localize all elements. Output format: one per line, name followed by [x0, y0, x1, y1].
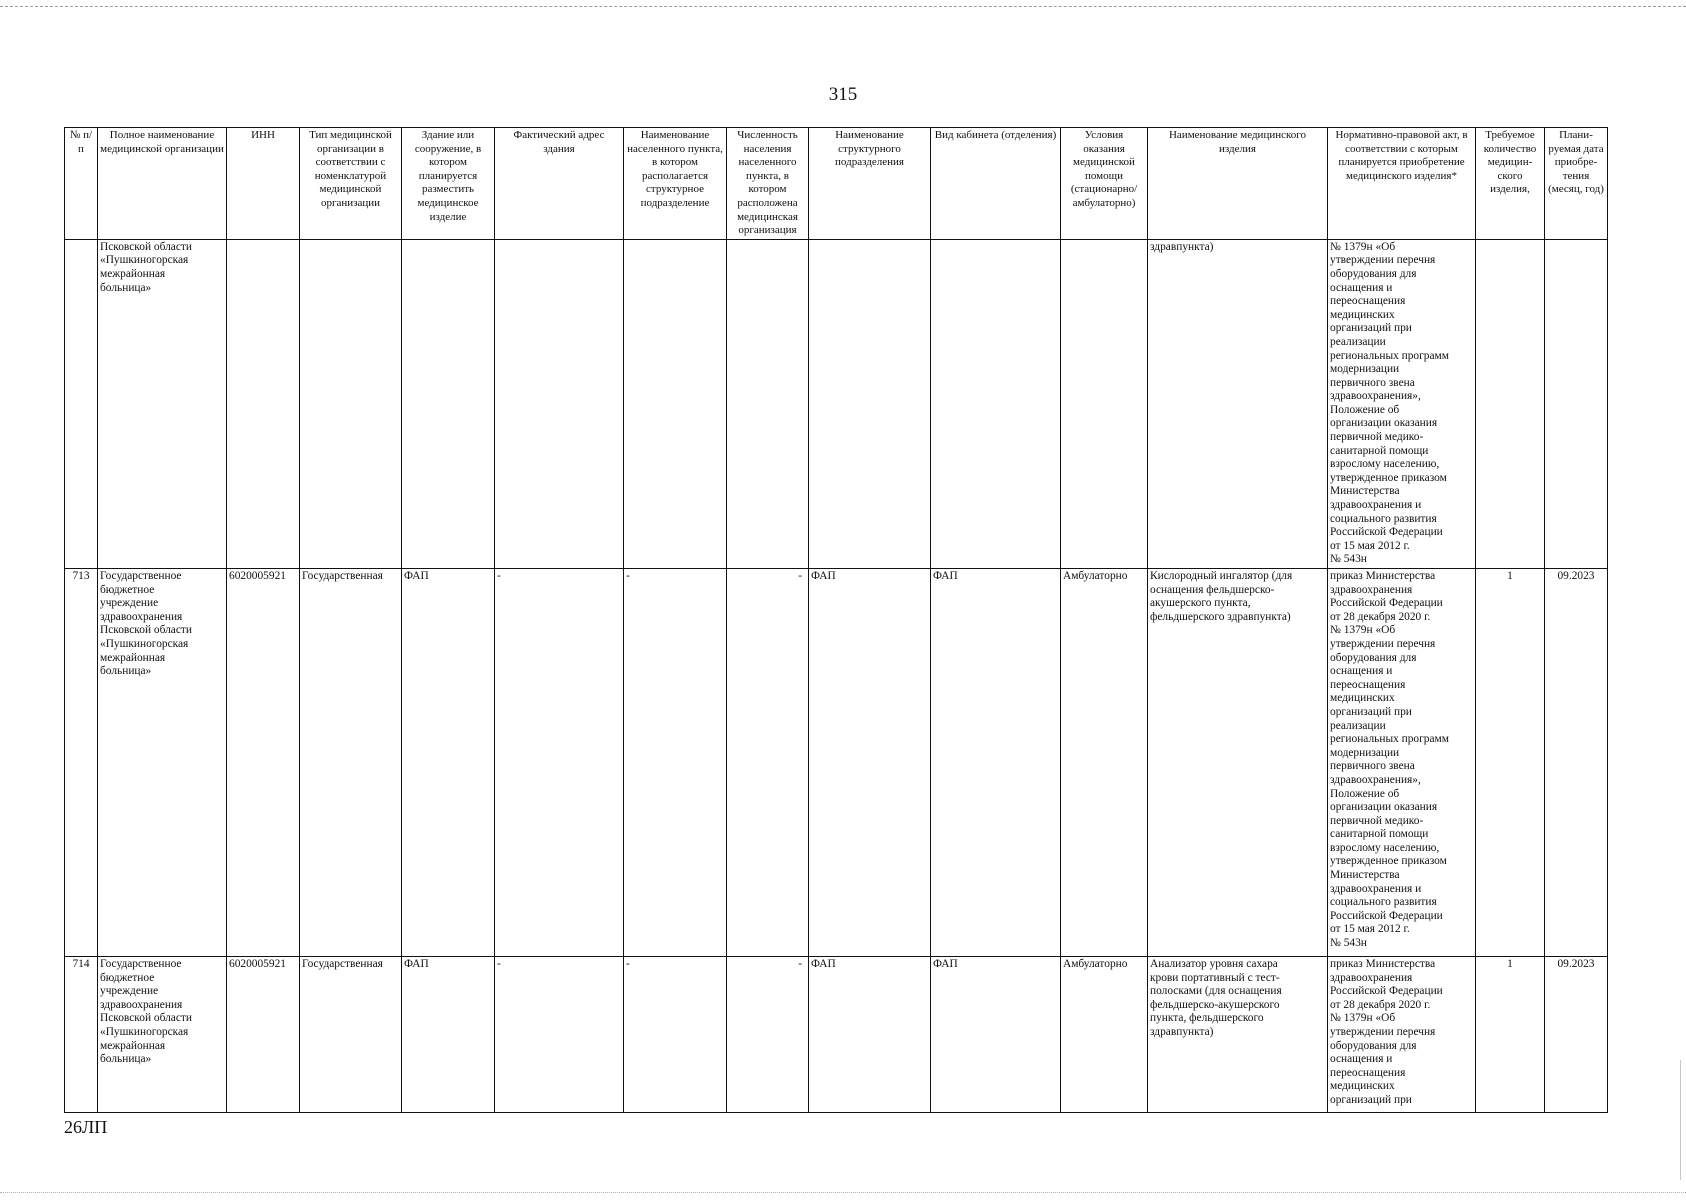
cell-address: -: [495, 569, 624, 957]
cell-unit: ФАП: [809, 957, 931, 1113]
cell-quantity: 1: [1476, 957, 1545, 1113]
cell-conditions: Амбулаторно: [1061, 957, 1148, 1113]
cell-cabinet: ФАП: [931, 957, 1061, 1113]
column-header-cabinet: Вид кабинета (отделения): [931, 128, 1061, 240]
column-header-organization: Полное наименование медицинской организации: [98, 128, 227, 240]
cell-unit: ФАП: [809, 569, 931, 957]
column-header-purchase-date: Плани-руемая дата приобре-тения (месяц, год): [1545, 128, 1608, 240]
table-header-row: [65, 128, 1608, 240]
cell-purchase-date: 09.2023: [1545, 957, 1608, 1113]
column-header-org-type: Тип медицинской организации в соответствии с номенклатурой медицинской организации: [300, 128, 402, 240]
column-header-conditions: Условия оказания медицинской помощи (стационарно/ амбулаторно): [1061, 128, 1148, 240]
table-row: [65, 957, 1608, 1113]
column-header-population: Численность населения населенного пункта, в котором расположена медицинская организация: [727, 128, 809, 240]
table-row: [65, 569, 1608, 957]
cell-address: -: [495, 957, 624, 1113]
column-header-building: Здание или сооружение, в котором планируется разместить медицинское изделие: [402, 128, 495, 240]
cell-locality: -: [624, 569, 727, 957]
column-header-inn: ИНН: [227, 128, 300, 240]
cell-conditions: [1061, 239, 1148, 568]
cell-cabinet: ФАП: [931, 569, 1061, 957]
cell-device: Анализатор уровня сахара крови портативный с тест- полосками (для оснащения фельдшерско-акушерского пункта, фельдшерского здравпункта): [1148, 957, 1328, 1113]
cell-device: Кислородный ингалятор (для оснащения фельдшерско- акушерского пункта, фельдшерского здравпункта): [1148, 569, 1328, 957]
cell-inn: [227, 239, 300, 568]
cell-address: [495, 239, 624, 568]
column-header-device: Наименование медицинского изделия: [1148, 128, 1328, 240]
cell-unit: [809, 239, 931, 568]
cell-number: 714: [65, 957, 98, 1113]
cell-purchase-date: 09.2023: [1545, 569, 1608, 957]
cell-legal-act: приказ Министерства здравоохранения Российской Федерации от 28 декабря 2020 г. № 1379н «Об утверждении перечня оборудования для оснащения и переоснащения медицинских организаций при: [1328, 957, 1476, 1113]
column-header-address: Фактический адрес здания: [495, 128, 624, 240]
scan-edge-bottom: [0, 1192, 1686, 1193]
cell-legal-act: приказ Министерства здравоохранения Российской Федерации от 28 декабря 2020 г. № 1379н «Об утверждении перечня оборудования для оснащения и переоснащения медицинских организаций при реализации региональных программ модернизации первичного звена здравоохранения», Положение об организации оказания первичной медико- санитарной помощи взрослому населению, утвержденное приказом Министерства здравоохранения и социального развития Российской Федерации от 15 мая 2012 г. № 543н: [1328, 569, 1476, 957]
cell-building: [402, 239, 495, 568]
cell-building: ФАП: [402, 569, 495, 957]
cell-org-type: Государственная: [300, 569, 402, 957]
document-code: 26ЛП: [64, 1117, 108, 1137]
cell-purchase-date: [1545, 239, 1608, 568]
cell-locality: -: [624, 957, 727, 1113]
cell-legal-act: № 1379н «Об утверждении перечня оборудования для оснащения и переоснащения медицинских организаций при реализации региональных программ модернизации первичного звена здравоохранения», Положение об организации оказания первичной медико- санитарной помощи взрослому населению, утвержденное приказом Министерства здравоохранения и социального развития Российской Федерации от 15 мая 2012 г. № 543н: [1328, 239, 1476, 568]
column-header-locality: Наименование населенного пункта, в котором располагается структурное подразделение: [624, 128, 727, 240]
cell-population: [727, 239, 809, 568]
scan-edge-top: [0, 6, 1686, 7]
cell-number: 713: [65, 569, 98, 957]
cell-conditions: Амбулаторно: [1061, 569, 1148, 957]
cell-org-type: [300, 239, 402, 568]
cell-device: здравпункта): [1148, 239, 1328, 568]
cell-inn: 6020005921: [227, 569, 300, 957]
cell-quantity: 1: [1476, 569, 1545, 957]
equipment-table: [64, 127, 1608, 1113]
cell-quantity: [1476, 239, 1545, 568]
column-header-legal-act: Нормативно-правовой акт, в соответствии с которым планируется приобретение медицинского изделия*: [1328, 128, 1476, 240]
cell-organization: Псковской области «Пушкиногорская межрайонная больница»: [98, 239, 227, 568]
cell-inn: 6020005921: [227, 957, 300, 1113]
table-row: [65, 239, 1608, 568]
cell-population: -: [727, 957, 809, 1113]
column-header-quantity: Требуемое количество медицин-ского изделия,: [1476, 128, 1545, 240]
cell-cabinet: [931, 239, 1061, 568]
cell-org-type: Государственная: [300, 957, 402, 1113]
cell-organization: Государственное бюджетное учреждение здравоохранения Псковской области «Пушкиногорская межрайонная больница»: [98, 569, 227, 957]
column-header-number: № п/п: [65, 128, 98, 240]
cell-number: [65, 239, 98, 568]
cell-population: -: [727, 569, 809, 957]
cell-locality: [624, 239, 727, 568]
cell-building: ФАП: [402, 957, 495, 1113]
cell-organization: Государственное бюджетное учреждение здравоохранения Псковской области «Пушкиногорская межрайонная больница»: [98, 957, 227, 1113]
page-number: 315: [828, 84, 858, 105]
scan-edge-right: [1680, 1060, 1681, 1180]
column-header-unit: Наименование структурного подразделения: [809, 128, 931, 240]
